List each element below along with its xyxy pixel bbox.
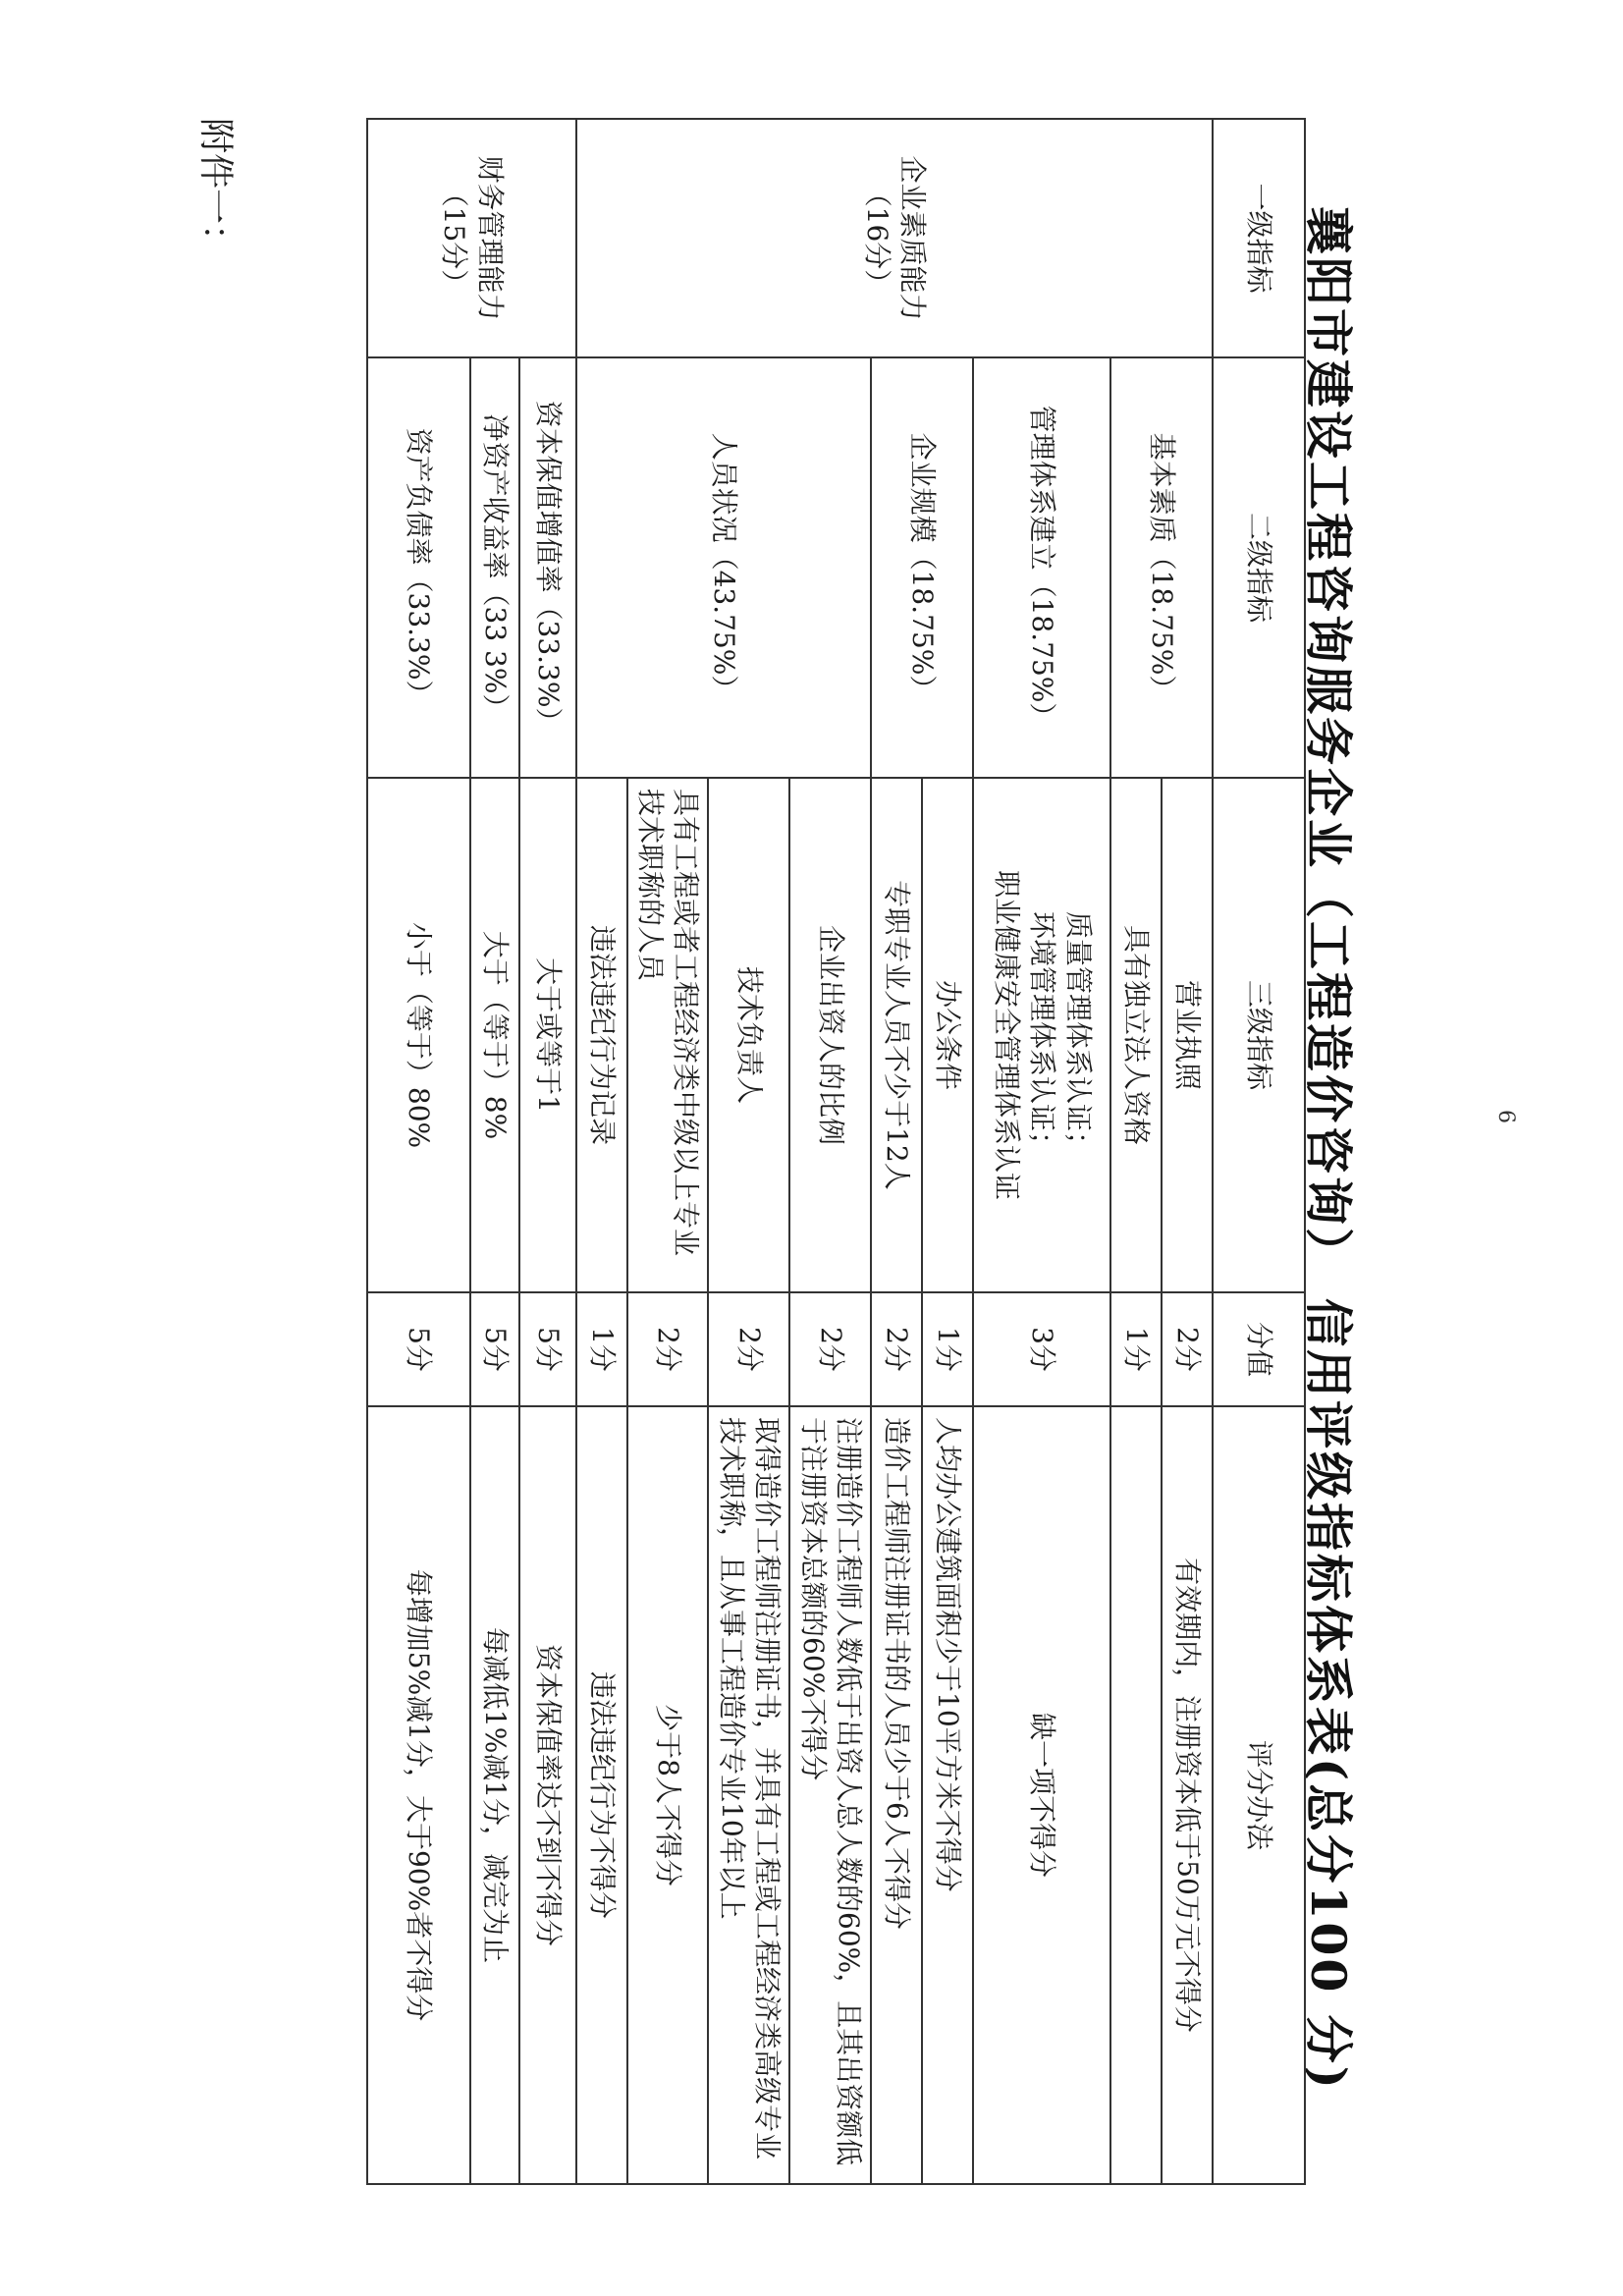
score-cell: 3分 — [973, 1292, 1110, 1406]
score-cell: 1分 — [922, 1292, 973, 1406]
level3-cell: 企业出资人的比例 — [789, 778, 871, 1292]
level2-cell: 净资产收益率（33 3%） — [470, 357, 519, 778]
level1-cell: 财务管理能力 （15分） — [367, 119, 576, 357]
method-cell: 注册造价工程师人数低于出资人总人数的60%，且其出资额低于注册资本总额的60%不得分 — [789, 1406, 871, 2184]
header-level1: 一级指标 — [1213, 119, 1305, 357]
level2-cell: 管理体系建立（18.75%） — [973, 357, 1110, 778]
score-cell: 2分 — [789, 1292, 871, 1406]
table-row — [519, 119, 576, 2184]
level3-cell: 质量管理体系认证； 环境管理体系认证； 职业健康安全管理体系认证 — [973, 778, 1110, 1292]
level3-cell: 技术负责人 — [708, 778, 789, 1292]
header-method: 评分办法 — [1213, 1406, 1305, 2184]
table-row — [1162, 119, 1213, 2184]
level3-cell: 小于（等于）80% — [367, 778, 470, 1292]
method-cell — [1110, 1406, 1162, 2184]
score-cell: 5分 — [367, 1292, 470, 1406]
score-cell: 1分 — [576, 1292, 627, 1406]
header-score: 分值 — [1213, 1292, 1305, 1406]
level3-cell: 专职专业人员不少于12人 — [871, 778, 922, 1292]
header-level3: 三级指标 — [1213, 778, 1305, 1292]
table-header-row — [1213, 119, 1305, 2184]
score-cell: 1分 — [1110, 1292, 1162, 1406]
level3-cell: 具有独立法人资格 — [1110, 778, 1162, 1292]
score-cell: 2分 — [871, 1292, 922, 1406]
level3-cell: 办公条件 — [922, 778, 973, 1292]
score-cell: 5分 — [470, 1292, 519, 1406]
method-cell: 少于8人不得分 — [627, 1406, 709, 2184]
table-row — [367, 119, 470, 2184]
rating-index-table — [366, 118, 1306, 2185]
method-cell: 违法违纪行为不得分 — [576, 1406, 627, 2184]
method-cell: 缺一项不得分 — [973, 1406, 1110, 2184]
level3-cell: 具有工程或者工程经济类中级以上专业技术职称的人员 — [627, 778, 709, 1292]
level1-cell: 企业素质能力 （16分） — [576, 119, 1213, 357]
level3-cell: 大于（等于）8% — [470, 778, 519, 1292]
level3-cell: 违法违纪行为记录 — [576, 778, 627, 1292]
method-cell: 资本保值率达不到不得分 — [519, 1406, 576, 2184]
level2-cell: 企业规模（18.75%） — [871, 357, 973, 778]
method-cell: 有效期内，注册资本低于50万元不得分 — [1162, 1406, 1213, 2184]
document-title: 襄阳市建设工程咨询服务企业（工程造价咨询） 信用评级指标体系表(总分100 分) — [1300, 206, 1357, 2092]
method-cell: 每增加5%减1分，大于90%者不得分 — [367, 1406, 470, 2184]
table-row — [973, 119, 1110, 2184]
level2-cell: 人员状况（43.75%） — [576, 357, 871, 778]
score-cell: 2分 — [627, 1292, 709, 1406]
method-cell: 造价工程师注册证书的人员少于6人不得分 — [871, 1406, 922, 2184]
method-cell: 取得造价工程师注册证书，并具有工程或工程经济类高级专业技术职称，且从事工程造价专业10年以上 — [708, 1406, 789, 2184]
table-row — [789, 119, 871, 2184]
page-number: 6 — [1493, 1110, 1518, 1123]
level3-cell: 营业执照 — [1162, 778, 1213, 1292]
level2-cell: 资产负债率（33.3%） — [367, 357, 470, 778]
score-cell: 2分 — [708, 1292, 789, 1406]
header-level2: 二级指标 — [1213, 357, 1305, 778]
method-cell: 人均办公建筑面积少于10平方米不得分 — [922, 1406, 973, 2184]
score-cell: 5分 — [519, 1292, 576, 1406]
score-cell: 2分 — [1162, 1292, 1213, 1406]
table-row — [470, 119, 519, 2184]
level3-cell: 大于或等于1 — [519, 778, 576, 1292]
method-cell: 每减低1%减1分，减完为止 — [470, 1406, 519, 2184]
level2-cell: 资本保值增值率（33.3%） — [519, 357, 576, 778]
attachment-label: 附件一： — [195, 118, 236, 260]
table-row — [922, 119, 973, 2184]
level2-cell: 基本素质（18.75%） — [1110, 357, 1213, 778]
